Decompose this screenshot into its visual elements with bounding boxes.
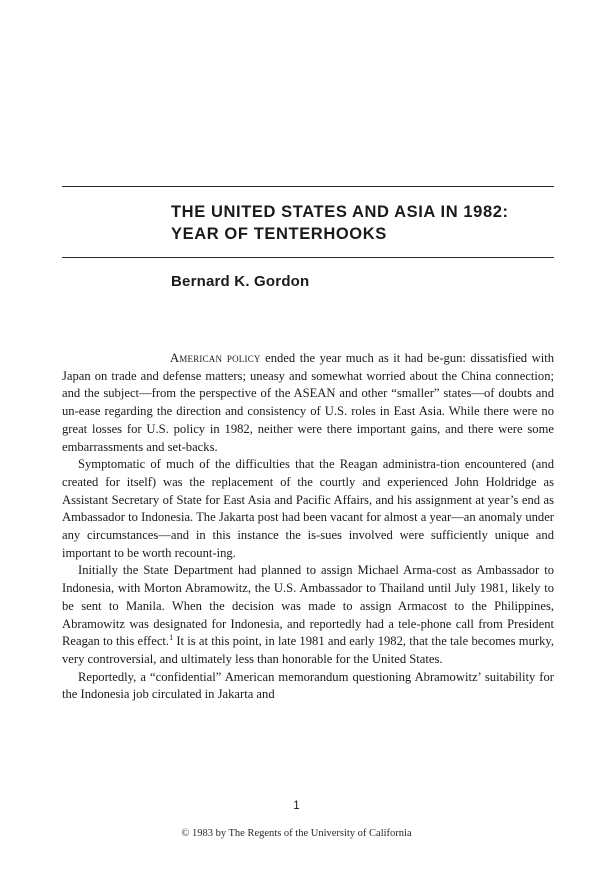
title-rule — [62, 257, 554, 258]
author-name: Bernard K. Gordon — [171, 273, 310, 290]
article-body — [62, 350, 554, 704]
top-rule — [62, 186, 554, 187]
footnote-marker[interactable]: 1 — [169, 633, 174, 643]
page-number: 1 — [293, 800, 300, 812]
article-title-line-1: THE UNITED STATES AND ASIA IN 1982: — [171, 203, 509, 221]
paragraph-3-text-b: It is at this point, in late 1981 and early 1982, that the tale becomes murky, very controversial, and ultimately less than honorable for the United States. — [62, 634, 554, 666]
copyright-notice: © 1983 by The Regents of the University of California — [181, 828, 412, 839]
lead-in-small-caps: American policy — [170, 351, 261, 365]
paragraph-1 — [62, 350, 554, 456]
paragraph-3 — [62, 562, 554, 668]
article-title-line-2: YEAR OF TENTERHOOKS — [171, 225, 387, 243]
paragraph-1-text: ended the year much as it had be-gun: dissatisfied with Japan on trade and defense matters; uneasy and somewhat worried about the China connection; and the subject—from the perspective of the ASEAN and other “smaller” states—of doubts and un-ease regarding the direction and consistency of U.S. roles in East Asia. While there were no great losses for U.S. policy in 1982, neither were there important gains, and there were some embarrassments and set-backs. — [62, 351, 554, 454]
paragraph-4: Reportedly, a “confidential” American memorandum questioning Abramowitz’ suitability for the Indonesia job circulated in Jakarta and — [62, 669, 554, 702]
paragraph-3-text-a: Initially the State Department had planned to assign Michael Arma-cost as Ambassador to Indonesia, with Morton Abramowitz, the U.S. Ambassador to Thailand until July 1981, likely to be sent to Manila. When the decision was made to assign Armacost to the Philippines, Abramowitz was designated for Indonesia, and reportedly had a tele-phone call from President Reagan to this effect. — [62, 563, 554, 649]
article-title — [171, 201, 561, 245]
paragraph-2: Symptomatic of much of the difficulties that the Reagan administra-tion encountered (and created for itself) was the replacement of the courtly and experienced John Holdridge as Assistant Secretary of State for East Asia and Pacific Affairs, and his assignment at year’s end as Ambassador to Indonesia. The Jakarta post had been vacant for almost a year—an anomaly under any circumstances—and in this instance the is-sues involved were sufficiently unique and important to be worth recount-ing. — [62, 457, 554, 560]
